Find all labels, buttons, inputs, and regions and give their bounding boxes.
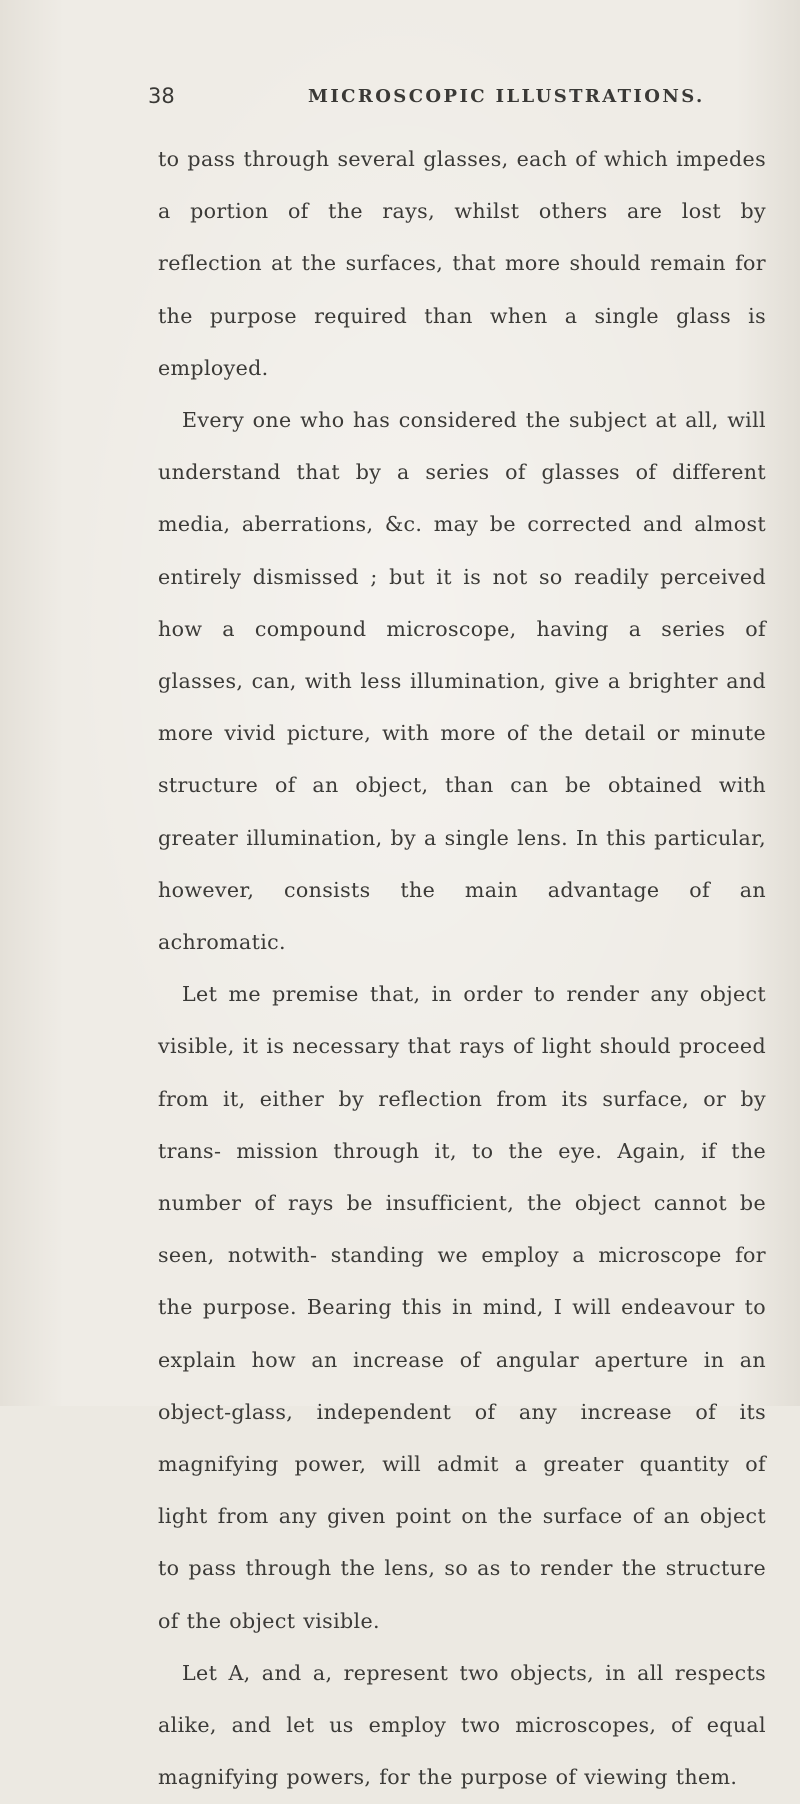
running-title: MICROSCOPIC ILLUSTRATIONS. — [308, 86, 705, 107]
paragraph: Let A, and a, represent two objects, in all respects alike, and let us employ two microscopes, of equal magnifying powers, for the purpose of viewing them. — [158, 1660, 766, 1790]
page-number: 38 — [148, 84, 175, 108]
paragraph: Every one who has considered the subject at all, will understand that by a series of glasses of different media, aberrations, &c. may be corrected and almost entirely dismissed ; but it is not so readily perceived how a compound microscope, having a series of glasses, can, with less illumination, give a brighter and more vivid picture, with more of the detail or minute structure of an object, than can be obtained with greater illumination, by a single lens. In this particular, however, consists the main advantage of an achromatic. — [158, 408, 766, 955]
running-head — [148, 84, 768, 114]
body-text — [158, 133, 766, 1804]
paragraph: Let me premise that, in order to render any object visible, it is necessary that rays of light should proceed from it, either by reflection from its surface, or by trans- mission through it, to the eye. Again, if the number of rays be insufficient, the object cannot be seen, notwith- standing we employ a microscope for the purpose. Bearing this in mind, I will endeavour to explain how an increase of angular aperture in an object-glass, independent of any increase of its magnifying power, will admit a greater quantity of light from any given point on the surface of an object to pass through the lens, so as to render the structure of the object visible. — [158, 982, 766, 1633]
paragraph-continued: to pass through several glasses, each of which impedes a portion of the rays, whilst others are lost by reflection at the surfaces, that more should remain for the purpose required than when a single glass is employed. — [158, 147, 766, 380]
